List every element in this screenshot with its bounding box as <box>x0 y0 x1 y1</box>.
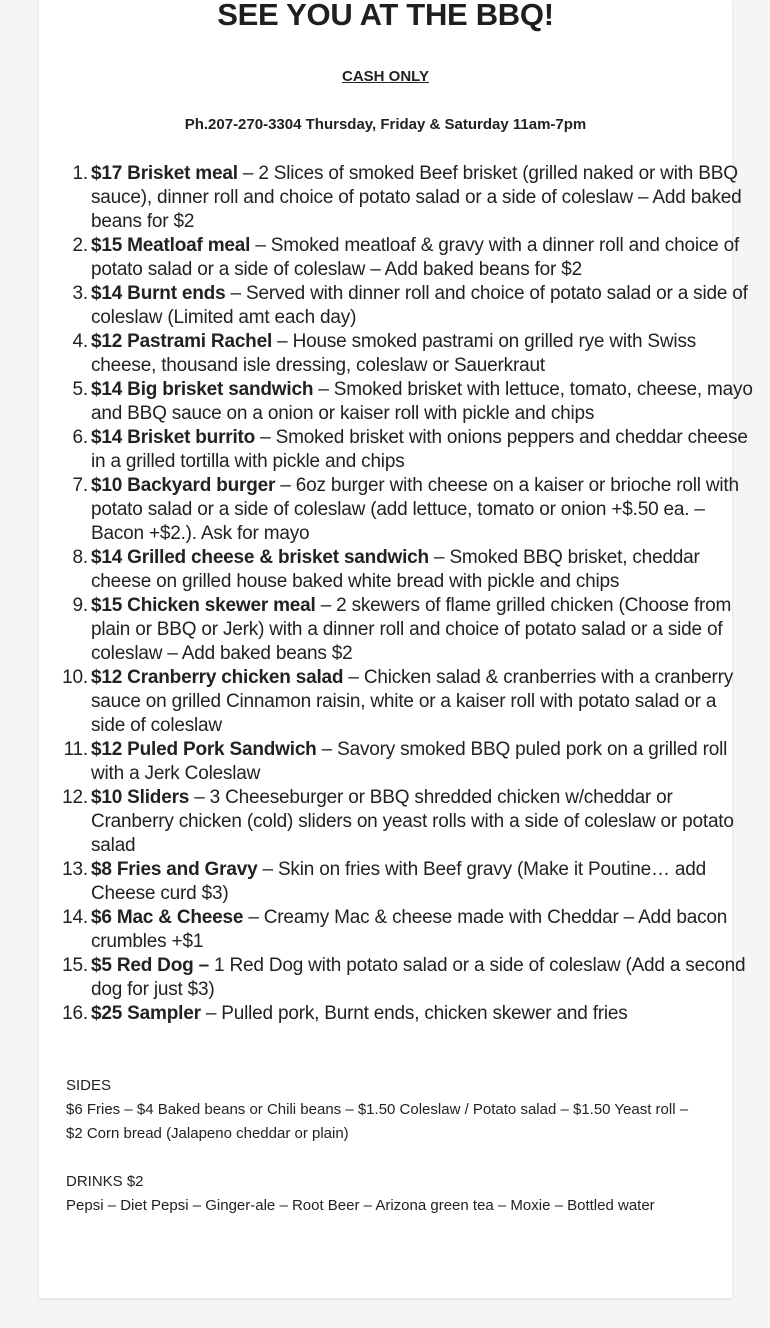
sides-text: $6 Fries – $4 Baked beans or Chili beans – $1.50 Coleslaw / Potato salad – $1.50 Yeast roll – $2 Corn bread (Jalapeno cheddar or plain) <box>66 1101 689 1142</box>
menu-item-description: – House smoked pastrami on grilled rye with Swiss cheese, thousand isle dressing, coleslaw or Sauerkraut <box>91 331 697 376</box>
drinks-section <box>66 1170 706 1218</box>
menu-item-name: $12 Puled Pork Sandwich <box>91 739 317 760</box>
menu-item <box>72 162 755 234</box>
menu-item-description: – 6oz burger with cheese on a kaiser or brioche roll with potato salad or a side of coleslaw (add lettuce, tomato or onion +$.50 ea. – Bacon +$2.). Ask for mayo <box>91 475 739 544</box>
cash-only-note: CASH ONLY <box>342 68 429 85</box>
menu-item-number: 13. <box>62 859 88 880</box>
sides-section <box>66 1074 706 1146</box>
menu-item <box>62 1002 755 1026</box>
menu-item-number: 9. <box>72 595 88 616</box>
content-card <box>39 0 753 1298</box>
menu-item-number: 7. <box>72 475 88 496</box>
menu-item-number: 5. <box>72 379 88 400</box>
menu-item-number: 1. <box>72 163 88 184</box>
menu-item-description: – Skin on fries with Beef gravy (Make it Poutine… add Cheese curd $3) <box>91 859 707 904</box>
menu-item-name: $25 Sampler <box>91 1003 201 1024</box>
menu-item-name: $14 Brisket burrito <box>91 427 256 448</box>
menu-item <box>72 426 755 474</box>
menu-item-description: – Creamy Mac & cheese made with Cheddar – Add bacon crumbles +$1 <box>91 907 728 952</box>
menu-item-number: 12. <box>62 787 88 808</box>
menu-item-description: – Pulled pork, Burnt ends, chicken skewer and fries <box>200 1003 628 1024</box>
menu-item-name: $15 Chicken skewer meal <box>91 595 316 616</box>
menu-item-number: 10. <box>62 667 88 688</box>
menu-item-number: 2. <box>72 235 88 256</box>
menu-item <box>63 738 755 786</box>
menu-item-name: $17 Brisket meal <box>91 163 238 184</box>
menu-item-name: $15 Meatloaf meal <box>91 235 251 256</box>
page-title: SEE YOU AT THE BBQ! <box>217 0 554 32</box>
menu-list <box>39 162 755 1026</box>
menu-item-number: 4. <box>72 331 88 352</box>
menu-item-name: $12 Cranberry chicken salad <box>91 667 344 688</box>
menu-item <box>72 378 755 426</box>
menu-item-description: – Smoked brisket with lettuce, tomato, cheese, mayo and BBQ sauce on a onion or kaiser roll with pickle and chips <box>91 379 753 424</box>
menu-item-name: $14 Big brisket sandwich <box>91 379 314 400</box>
menu-item-number: 6. <box>72 427 88 448</box>
menu-item-description: – Chicken salad & cranberries with a cranberry sauce on grilled Cinnamon raisin, white or a kaiser roll with potato salad or a side of coleslaw <box>91 667 734 736</box>
menu-item-description: – 2 skewers of flame grilled chicken (Choose from plain or BBQ or Jerk) with a dinner roll and choice of potato salad or a side of coleslaw – Add baked beans $2 <box>91 595 732 664</box>
menu-item-name: $8 Fries and Gravy <box>91 859 258 880</box>
menu-item <box>72 330 755 378</box>
menu-item-description: – Smoked meatloaf & gravy with a dinner roll and choice of potato salad or a side of coleslaw – Add baked beans for $2 <box>91 235 740 280</box>
menu-item-name: $10 Sliders <box>91 787 190 808</box>
menu-item-number: 11. <box>63 739 88 760</box>
menu-item-name: $5 Red Dog – <box>91 955 209 976</box>
menu-item-name: $12 Pastrami Rachel <box>91 331 273 352</box>
menu-item <box>72 474 755 546</box>
menu-item-number: 3. <box>72 283 88 304</box>
phone-hours: Ph.207-270-3304 Thursday, Friday & Saturday 11am-7pm <box>184 116 587 133</box>
menu-item-number: 16. <box>62 1003 88 1024</box>
drinks-text: Pepsi – Diet Pepsi – Ginger-ale – Root Beer – Arizona green tea – Moxie – Bottled water <box>66 1197 655 1214</box>
menu-item-description: – Served with dinner roll and choice of potato salad or a side of coleslaw (Limited amt each day) <box>91 283 748 328</box>
menu-item <box>62 954 755 1002</box>
menu-item-number: 14. <box>62 907 88 928</box>
menu-item-number: 8. <box>72 547 88 568</box>
menu-item <box>72 546 755 594</box>
menu-item <box>62 906 755 954</box>
menu-item-name: $14 Grilled cheese & brisket sandwich <box>91 547 429 568</box>
sides-heading: SIDES <box>66 1077 112 1094</box>
menu-item-number: 15. <box>62 955 88 976</box>
menu-item <box>72 234 755 282</box>
menu-item-name: $14 Burnt ends <box>91 283 226 304</box>
menu-item-description: – 2 Slices of smoked Beef brisket (grilled naked or with BBQ sauce), dinner roll and choice of potato salad or a side of coleslaw – Add baked beans for $2 <box>91 163 742 232</box>
menu-item <box>62 786 755 858</box>
drinks-heading: DRINKS $2 <box>66 1173 144 1190</box>
menu-item-description: – Smoked brisket with onions peppers and cheddar cheese in a grilled tortilla with pickle and chips <box>91 427 748 472</box>
menu-item-name: $6 Mac & Cheese <box>91 907 244 928</box>
menu-item-description: – 3 Cheeseburger or BBQ shredded chicken w/cheddar or Cranberry chicken (cold) sliders on yeast rolls with a side of coleslaw or potato salad <box>91 787 734 856</box>
menu-item-description: – Savory smoked BBQ puled pork on a grilled roll with a Jerk Coleslaw <box>91 739 728 784</box>
menu-item-name: $10 Backyard burger <box>91 475 276 496</box>
menu-item-description: – Smoked BBQ brisket, cheddar cheese on grilled house baked white bread with pickle and chips <box>91 547 700 592</box>
menu-item <box>62 666 755 738</box>
menu-item-description: 1 Red Dog with potato salad or a side of coleslaw (Add a second dog for just $3) <box>91 955 746 1000</box>
menu-item <box>72 594 755 666</box>
menu-item <box>62 858 755 906</box>
menu-item <box>72 282 755 330</box>
